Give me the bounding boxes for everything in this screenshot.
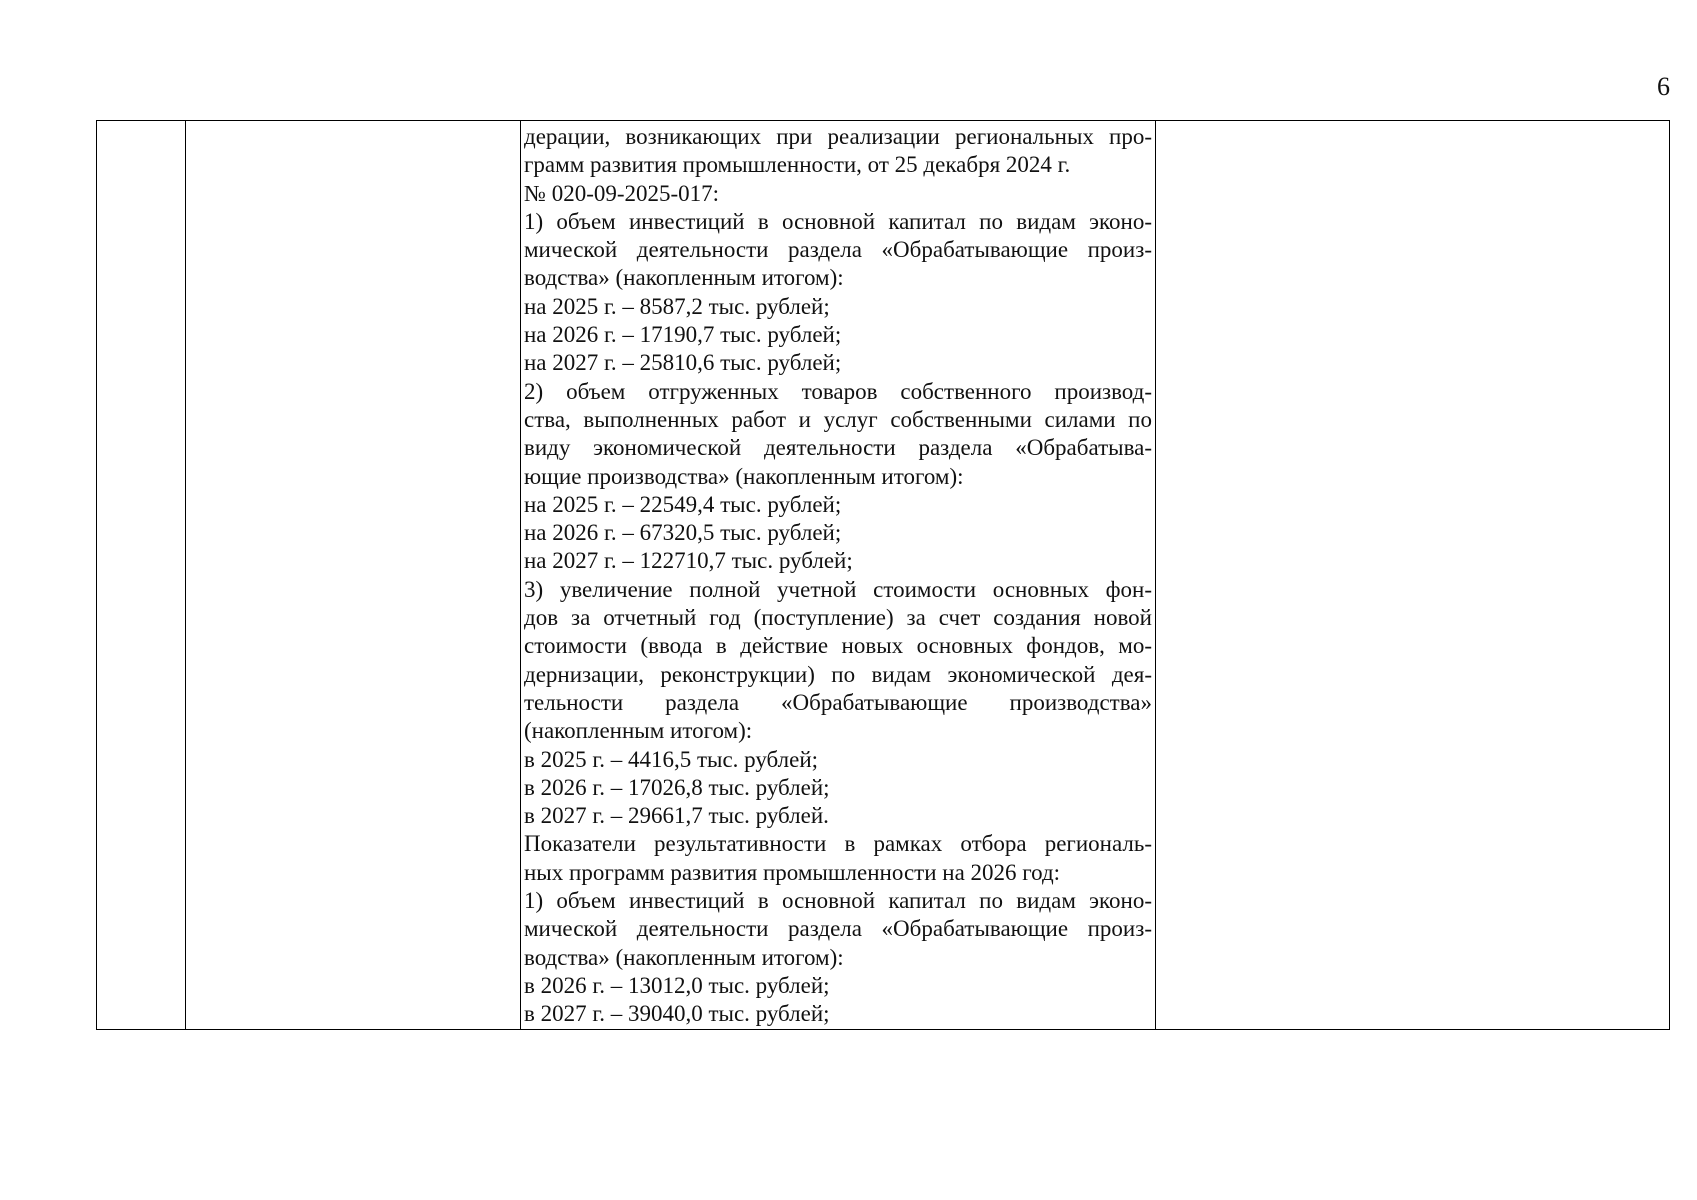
text-line: 1) объем инвестиций в основной капитал по видам эконо-: [524, 888, 1152, 914]
text-line: виду экономической деятельности раздела «Обрабатыва-: [524, 435, 1152, 461]
text-line: на 2026 г. – 17190,7 тыс. рублей;: [524, 322, 842, 348]
text-line: ных программ развития промышленности на 2026 год:: [524, 859, 1061, 885]
text-line: на 2026 г. – 67320,5 тыс. рублей;: [524, 520, 842, 546]
continuation-table: [96, 120, 1670, 1030]
table-cell-indicators: [521, 121, 1156, 1030]
text-line: дернизации, реконструкции) по видам экономической дея-: [524, 661, 1152, 687]
text-line: ющие производства» (накопленным итогом):: [524, 463, 964, 489]
text-line: в 2026 г. – 13012,0 тыс. рублей;: [524, 972, 830, 998]
text-line: в 2025 г. – 4416,5 тыс. рублей;: [524, 746, 819, 772]
table-cell-empty-2: [186, 121, 521, 1030]
text-line: на 2027 г. – 122710,7 тыс. рублей;: [524, 548, 853, 574]
text-line: на 2025 г. – 22549,4 тыс. рублей;: [524, 491, 842, 517]
text-line: 1) объем инвестиций в основной капитал по видам эконо-: [524, 208, 1152, 234]
text-line: на 2025 г. – 8587,2 тыс. рублей;: [524, 293, 830, 319]
text-line: стоимости (ввода в действие новых основных фондов, мо-: [524, 633, 1152, 659]
text-line: водства» (накопленным итогом):: [524, 265, 844, 291]
text-line: № 020-09-2025-017:: [524, 180, 720, 206]
text-line: водства» (накопленным итогом):: [524, 944, 844, 970]
text-line: грамм развития промышленности, от 25 декабря 2024 г.: [524, 152, 1071, 178]
indicators-text: [521, 121, 1155, 1029]
text-line: 2) объем отгруженных товаров собственного производ-: [524, 378, 1152, 404]
text-line: в 2026 г. – 17026,8 тыс. рублей;: [524, 774, 830, 800]
text-line: в 2027 г. – 29661,7 тыс. рублей.: [524, 803, 829, 829]
text-line: мической деятельности раздела «Обрабатывающие произ-: [524, 237, 1152, 263]
text-line: Показатели результативности в рамках отбора региональ-: [524, 831, 1152, 857]
text-line: мической деятельности раздела «Обрабатывающие произ-: [524, 916, 1152, 942]
table-row: [97, 121, 1670, 1030]
text-line: ства, выполненных работ и услуг собственными силами по: [524, 406, 1152, 432]
table-cell-empty-1: [97, 121, 186, 1030]
table-cell-empty-4: [1156, 121, 1670, 1030]
text-line: дерации, возникающих при реализации региональных про-: [524, 124, 1152, 149]
page-number: 6: [1657, 72, 1670, 101]
text-line: дов за отчетный год (поступление) за счет создания новой: [524, 605, 1152, 631]
text-line: в 2027 г. – 39040,0 тыс. рублей;: [524, 1001, 830, 1027]
text-line: на 2027 г. – 25810,6 тыс. рублей;: [524, 350, 842, 376]
text-line: (накопленным итогом):: [524, 718, 753, 744]
text-line: тельности раздела «Обрабатывающие производства»: [524, 689, 1152, 715]
text-line: 3) увеличение полной учетной стоимости основных фон-: [524, 576, 1152, 602]
